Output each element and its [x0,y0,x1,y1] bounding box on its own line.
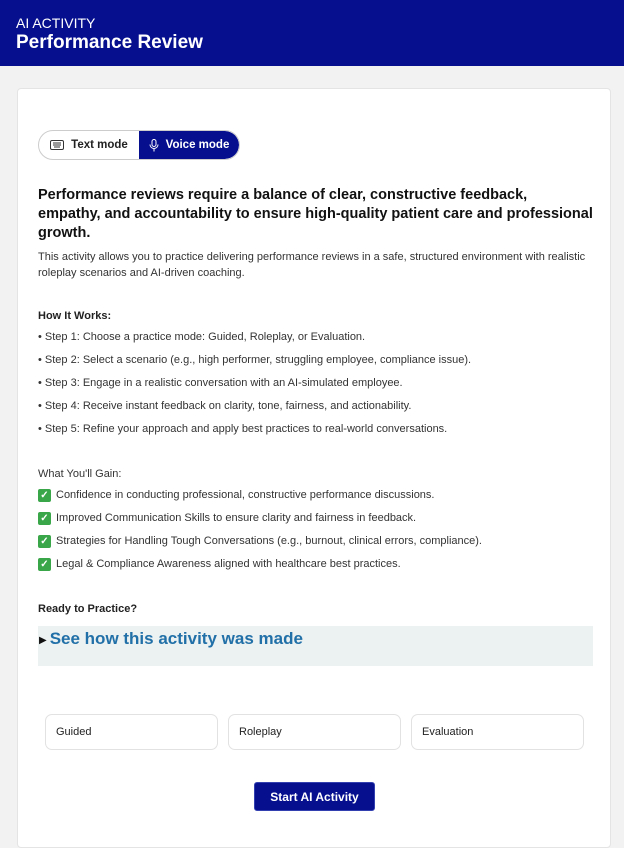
start-ai-activity-button[interactable]: Start AI Activity [254,782,375,811]
mode-evaluation-button[interactable]: Evaluation [411,714,584,750]
activity-details-disclosure[interactable] [38,626,593,666]
how-it-works-title: How It Works: [38,310,112,322]
gain-item [38,556,593,572]
voice-mode-label: Voice mode [165,139,230,151]
intro-text: This activity allows you to practice delivering performance reviews in a safe, structured environment with realistic roleplay scenarios and AI-driven coaching. [38,251,586,279]
step-item: • Step 1: Choose a practice mode: Guided, Roleplay, or Evaluation. [38,331,366,343]
app-header [0,0,624,66]
intro-heading: Performance reviews require a balance of clear, constructive feedback, empathy, and accountability to ensure high-quality patient care and professional growth. [38,187,593,241]
check-icon: ✓ [38,558,51,571]
disclosure-triangle-icon: ▶ [39,635,47,646]
practice-mode-options [45,714,584,750]
gains-title: What You'll Gain: [38,468,122,480]
voice-mode-button[interactable] [139,131,239,159]
text-mode-button[interactable] [39,131,139,159]
steps-list [38,329,593,437]
microphone-icon [149,139,159,152]
check-icon: ✓ [38,535,51,548]
mode-toggle [38,130,240,160]
keyboard-icon [50,140,64,150]
activity-card [17,88,611,848]
step-item: • Step 5: Refine your approach and apply best practices to real-world conversations. [38,423,448,435]
page-title: Performance Review [16,32,203,53]
gain-item [38,533,593,549]
check-icon: ✓ [38,489,51,502]
step-item: • Step 2: Select a scenario (e.g., high performer, struggling employee, compliance issue). [38,354,472,366]
details-label: See how this activity was made [49,629,303,648]
gain-item [38,510,593,526]
gain-item [38,487,593,503]
step-item: • Step 4: Receive instant feedback on clarity, tone, fairness, and actionability. [38,400,412,412]
ready-title: Ready to Practice? [38,603,138,615]
gain-text: Legal & Compliance Awareness aligned with healthcare best practices. [56,558,401,570]
step-item: • Step 3: Engage in a realistic conversation with an AI-simulated employee. [38,377,403,389]
gain-text: Improved Communication Skills to ensure clarity and fairness in feedback. [56,512,417,524]
mode-roleplay-button[interactable]: Roleplay [228,714,401,750]
gain-text: Strategies for Handling Tough Conversations (e.g., burnout, clinical errors, compliance). [56,535,482,547]
header-kicker: AI ACTIVITY [16,15,96,31]
text-mode-label: Text mode [71,139,128,151]
mode-guided-button[interactable]: Guided [45,714,218,750]
gain-text: Confidence in conducting professional, constructive performance discussions. [56,489,435,501]
check-icon: ✓ [38,512,51,525]
